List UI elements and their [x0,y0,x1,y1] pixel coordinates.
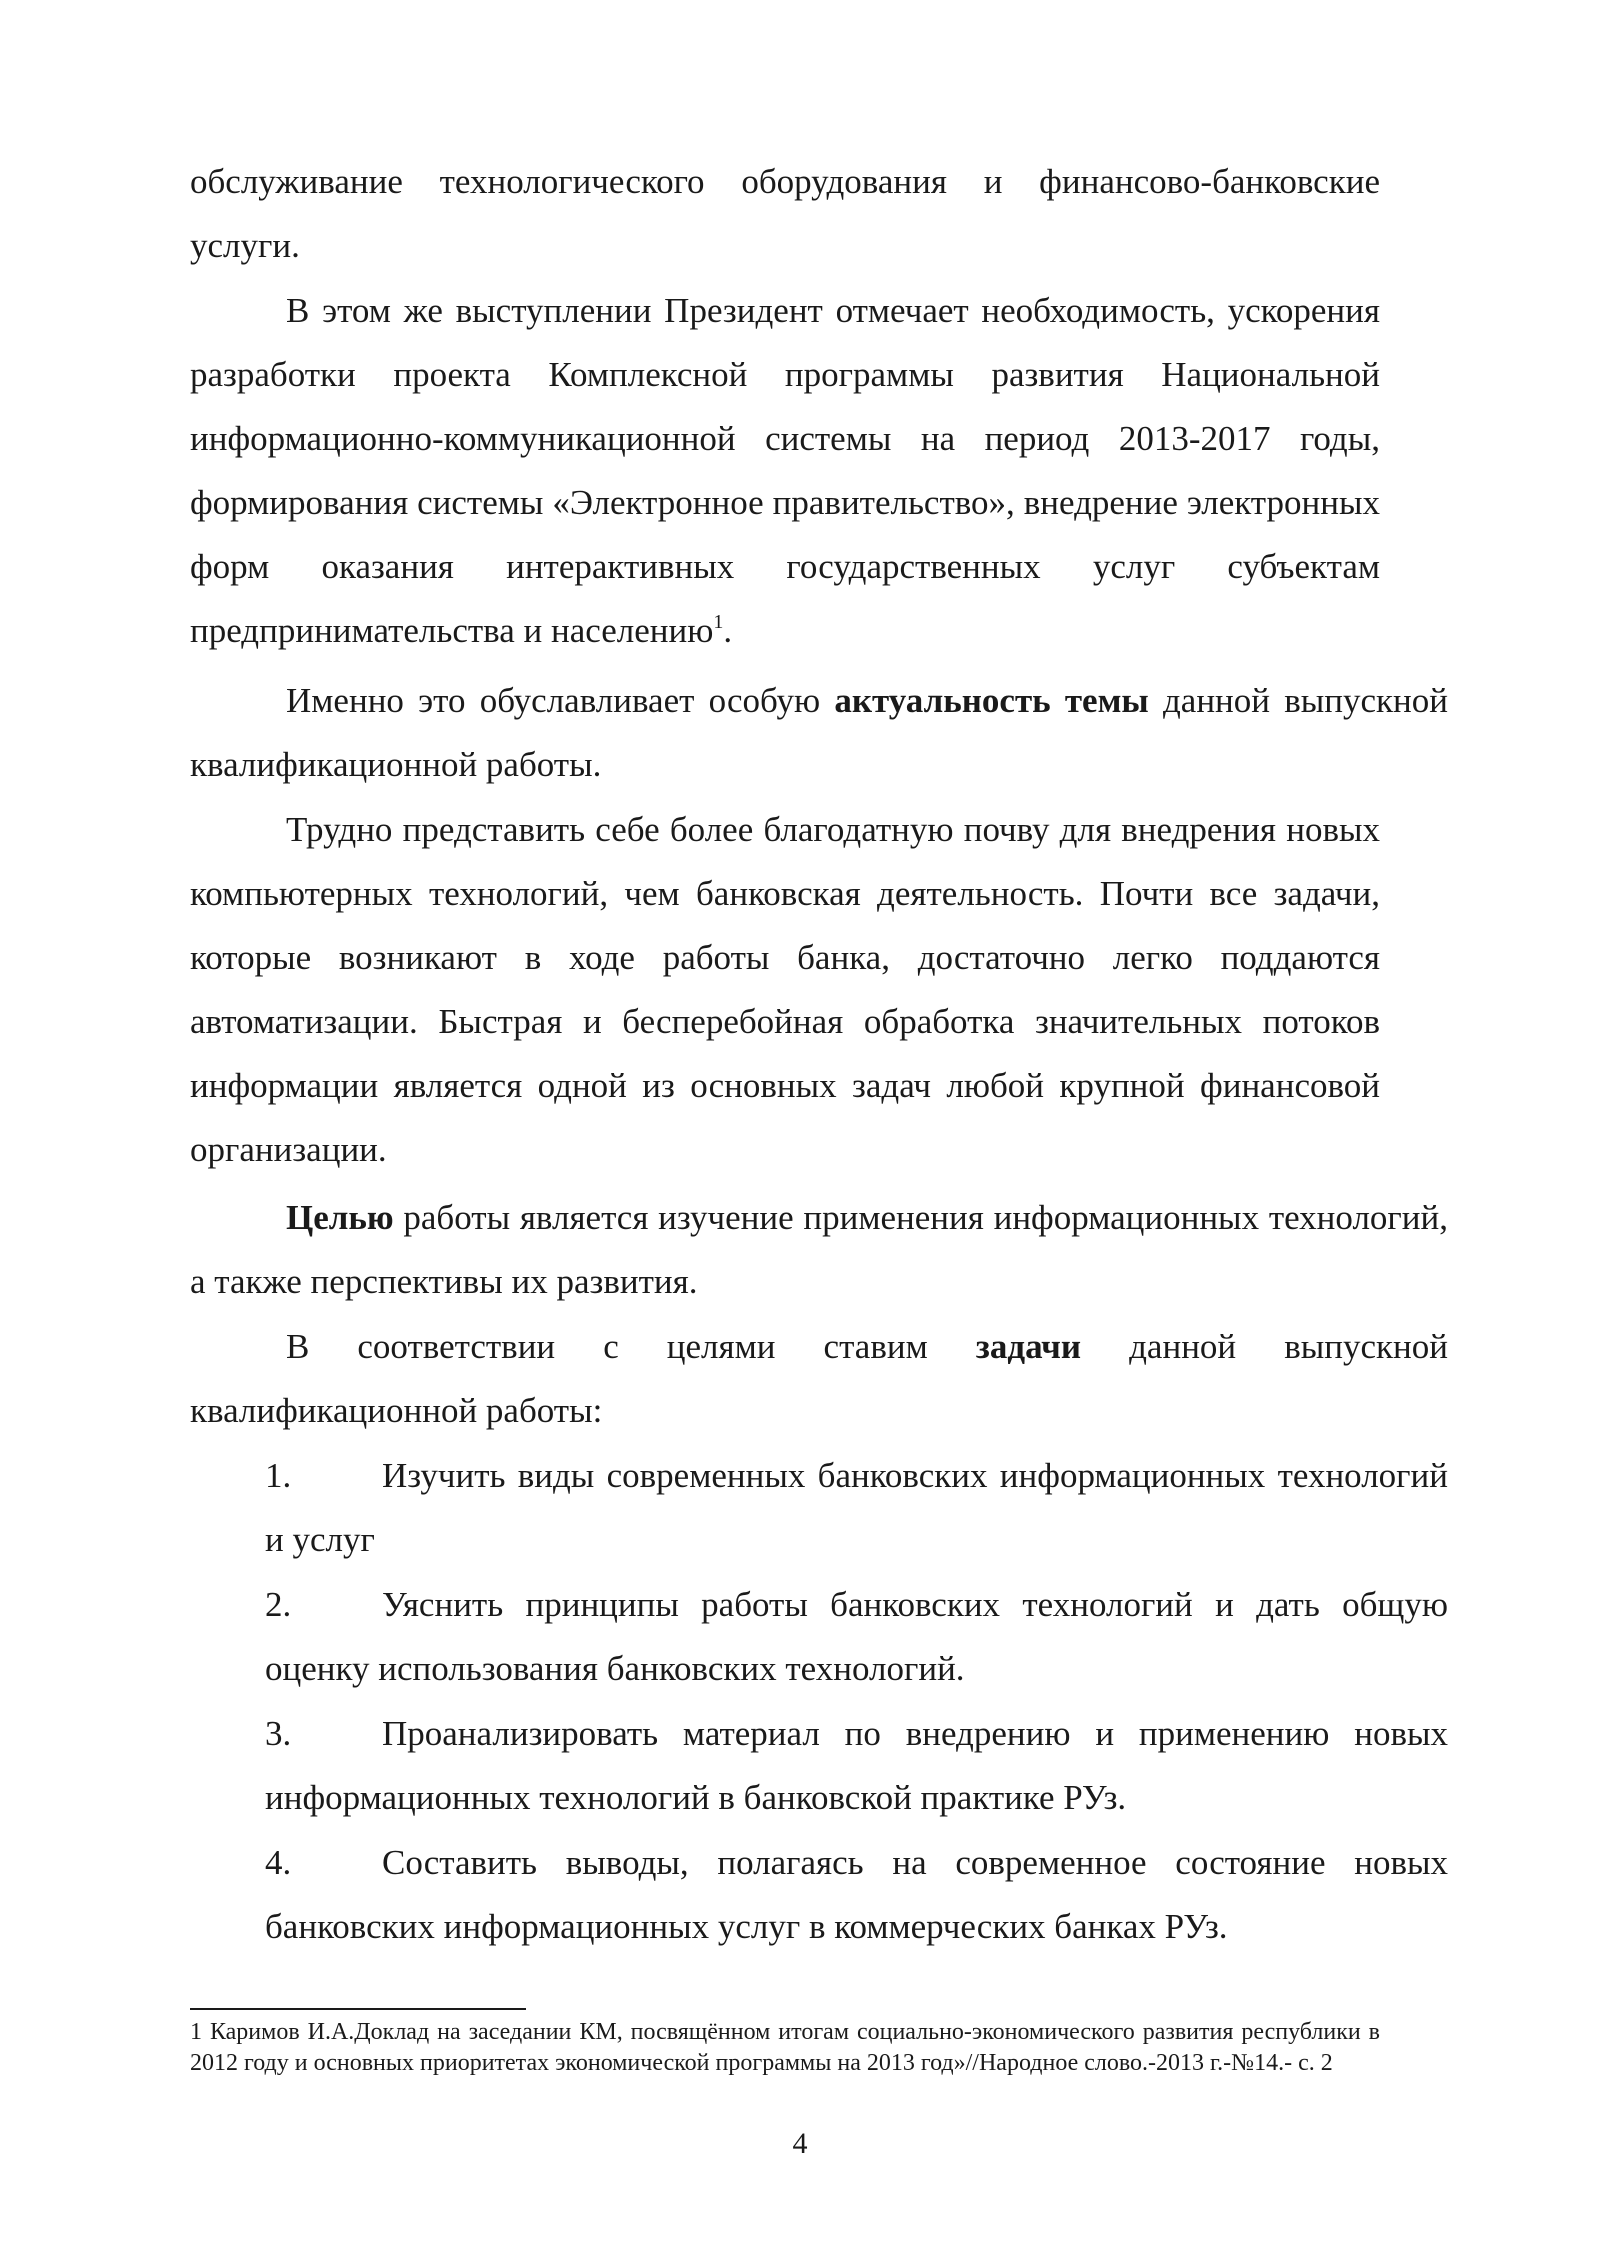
paragraph-2 [190,279,1380,663]
task-item-2 [265,1573,1448,1701]
task-number: 3. [265,1714,292,1753]
task-item-3 [265,1702,1448,1830]
paragraph-5-text: работы является изучение применения информационных технологий, а также перспективы их развития. [190,1198,1448,1301]
page-number: 4 [792,2127,808,2160]
paragraph-3 [190,669,1448,797]
topic-relevance-bold: актуальность темы [834,681,1149,720]
paragraph-5 [190,1186,1448,1314]
task-number: 4. [265,1843,292,1882]
task-number: 2. [265,1585,292,1624]
tasks-bold: задачи [975,1327,1082,1366]
footnote-separator [190,2008,526,2010]
paragraph-2-end: . [723,611,733,650]
task-item-4 [265,1831,1448,1959]
paragraph-4-text: Трудно представить себе более благодатную почву для внедрения новых компьютерных технологий, чем банковская деятельность. Почти все задачи, которые возникают в ходе работы банка, достаточно легко поддаются автоматизации. Быстрая и бесперебойная обработка значительных потоков информации является одной из основных задач любой крупной финансовой организации. [190,810,1380,1169]
task-item-1 [265,1444,1448,1572]
paragraph-4 [190,798,1380,1182]
paragraph-6 [190,1315,1448,1443]
paragraph-3-text-after: данной выпускной квалификационной работы. [190,681,1448,784]
task-text: Проанализировать материал по внедрению и применению новых информационных технологий в банковской практике РУз. [265,1714,1448,1817]
footnote: 1 Каримов И.А.Доклад на заседании КМ, посвящённом итогам социально-экономического развития республики в 2012 году и основных приоритетах экономической программы на 2013 год»//Народное слово.-2013 г.-№14.- с. 2 [190,2019,1380,2076]
task-number: 1. [265,1456,292,1495]
footnote-reference[interactable]: 1 [713,611,724,633]
paragraph-2-text: В этом же выступлении Президент отмечает необходимость, ускорения разработки проекта Комплексной программы развития Национальной информационно-коммуникационной системы на период 2013-2017 годы, формирования системы «Электронное правительство», внедрение электронных форм оказания интерактивных государственных услуг субъектам предпринимательства и населению [190,291,1380,650]
task-text: Уяснить принципы работы банковских технологий и дать общую оценку использования банковских технологий. [265,1585,1448,1688]
paragraph-6-text-after: данной выпускной квалификационной работы: [190,1327,1448,1430]
paragraph-1-text: обслуживание технологического оборудования и финансово-банковские услуги. [190,162,1380,265]
paragraph-1 [190,150,1380,278]
paragraph-6-text-before: В соответствии с целями ставим [286,1327,976,1366]
goal-bold: Целью [286,1198,394,1237]
task-text: Изучить виды современных банковских информационных технологий и услуг [265,1456,1448,1559]
task-text: Составить выводы, полагаясь на современное состояние новых банковских информационных услуг в коммерческих банках РУз. [265,1843,1448,1946]
paragraph-3-text-before: Именно это обуславливает особую [286,681,835,720]
